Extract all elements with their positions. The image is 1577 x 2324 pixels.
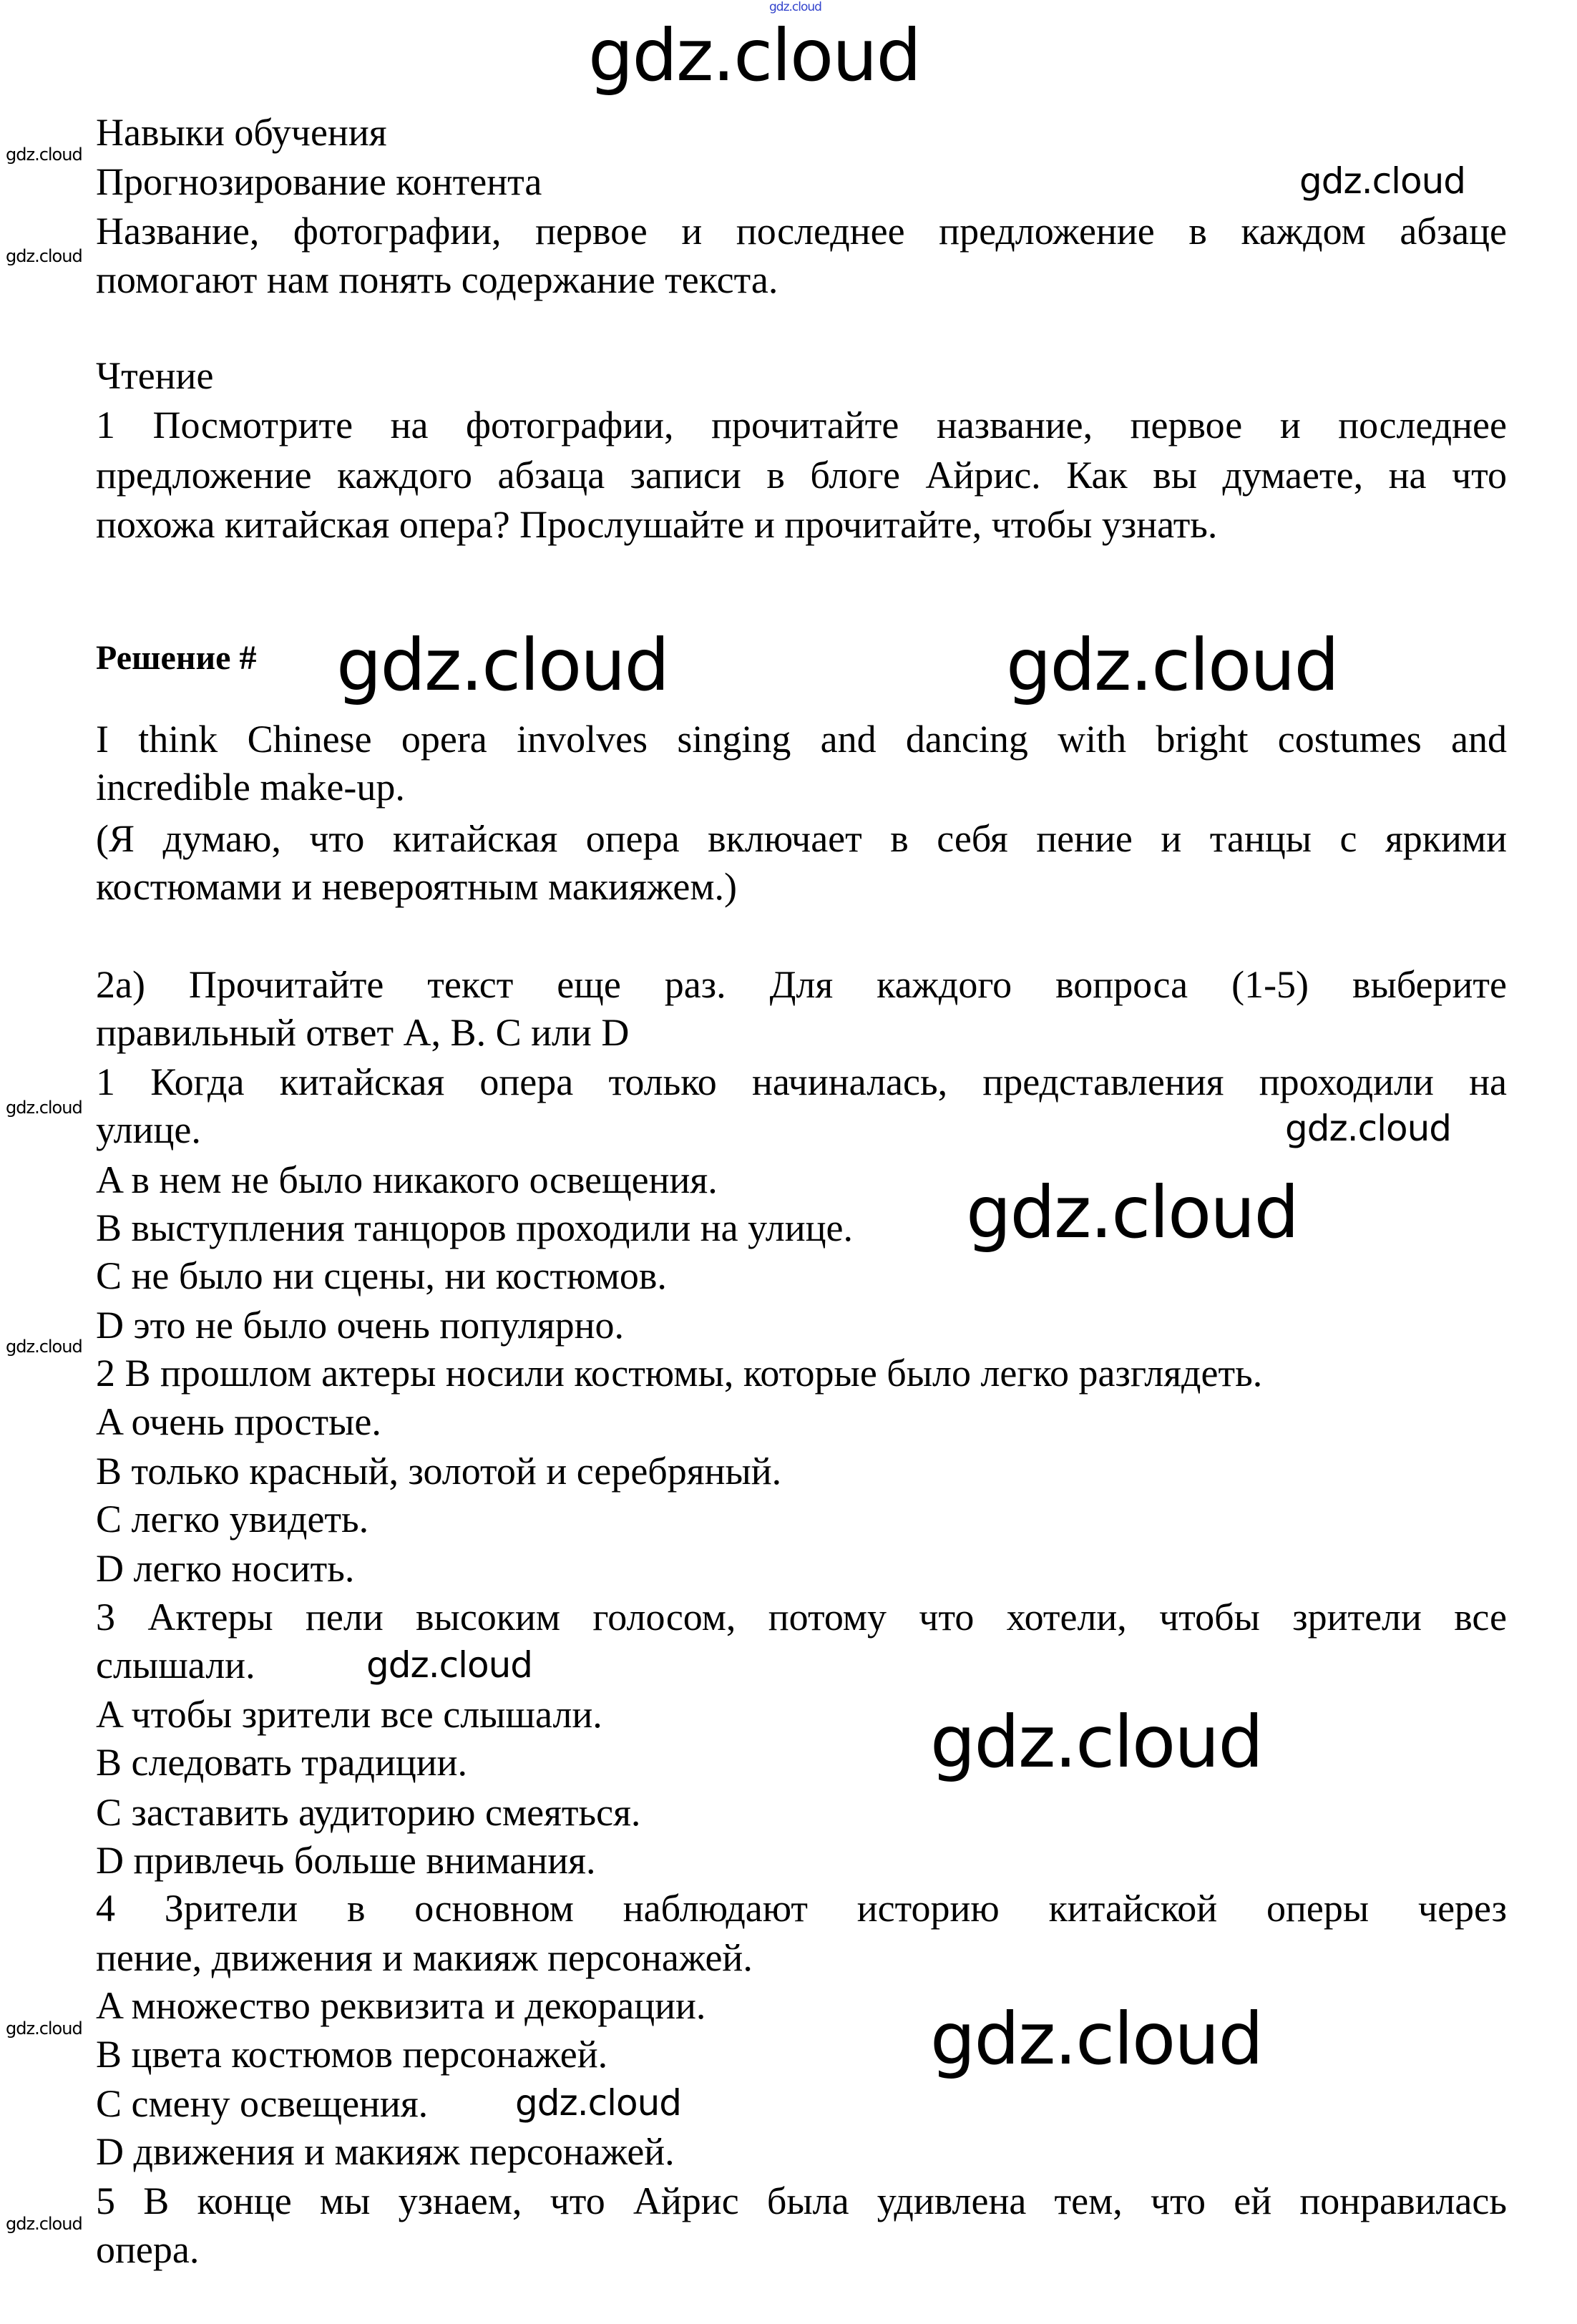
watermark: gdz.cloud [930, 1997, 1263, 2081]
task-text: похожа китайская опера? Прослушайте и прочитайте, чтобы узнать. [96, 503, 1218, 546]
watermark: gdz.cloud [1299, 160, 1466, 202]
question-1: улице. [96, 1108, 201, 1151]
section-heading: Чтение [96, 354, 214, 397]
watermark: gdz.cloud [336, 623, 669, 707]
question-1: 1 Когда китайская опера только начиналась, представления проходили на [96, 1060, 1507, 1103]
task-text: правильный ответ A, B. C или D [96, 1011, 630, 1054]
option: A очень простые. [96, 1400, 381, 1443]
option: B цвета костюмов персонажей. [96, 2033, 608, 2076]
watermark: gdz.cloud [515, 2082, 682, 2124]
question-4: пение, движения и макияж персонажей. [96, 1936, 753, 1979]
option: A в нем не было никакого освещения. [96, 1158, 718, 1201]
watermark: gdz.cloud [966, 1171, 1299, 1254]
watermark: gdz.cloud [6, 1337, 82, 1357]
section-heading: Навыки обучения [96, 111, 387, 154]
question-5: 5 В конце мы узнаем, что Айрис была удивлена тем, что ей понравилась [96, 2179, 1507, 2222]
watermark: gdz.cloud [6, 2214, 82, 2234]
option: B выступления танцоров проходили на улице. [96, 1206, 853, 1249]
option: B следовать традиции. [96, 1741, 468, 1784]
watermark: gdz.cloud [6, 145, 82, 165]
task-text: предложение каждого абзаца записи в блоге Айрис. Как вы думаете, на что [96, 454, 1507, 497]
task-text: 1 Посмотрите на фотографии, прочитайте название, первое и последнее [96, 404, 1507, 446]
question-3: слышали. [96, 1644, 255, 1686]
option: C не было ни сцены, ни костюмов. [96, 1254, 667, 1297]
task-text: 2a) Прочитайте текст еще раз. Для каждого вопроса (1-5) выберите [96, 963, 1507, 1006]
text-line: помогают нам понять содержание текста. [96, 258, 778, 301]
question-5: опера. [96, 2228, 200, 2271]
watermark: gdz.cloud [930, 1700, 1263, 1784]
watermark: gdz.cloud [769, 0, 821, 14]
answer-translation: (Я думаю, что китайская опера включает в себя пение и танцы с яркими [96, 817, 1507, 860]
watermark: gdz.cloud [588, 14, 921, 97]
option: C заставить аудиторию смеяться. [96, 1791, 641, 1834]
option: D привлечь больше внимания. [96, 1839, 596, 1882]
watermark: gdz.cloud [1006, 623, 1339, 707]
option: B только красный, золотой и серебряный. [96, 1450, 782, 1493]
option: A множество реквизита и декорации. [96, 1984, 706, 2027]
answer-text: incredible make-up. [96, 766, 405, 809]
watermark: gdz.cloud [366, 1644, 533, 1686]
question-4: 4 Зрители в основном наблюдают историю китайской оперы через [96, 1887, 1507, 1930]
answer-text: I think Chinese opera involves singing and dancing with bright costumes and [96, 718, 1507, 761]
text-line: Название, фотографии, первое и последнее предложение в каждом абзаце [96, 210, 1507, 253]
option: C легко увидеть. [96, 1498, 369, 1541]
option: D это не было очень популярно. [96, 1304, 624, 1347]
option: D легко носить. [96, 1547, 355, 1590]
solution-heading: Решение # [96, 639, 257, 677]
watermark: gdz.cloud [6, 1098, 82, 1118]
option: A чтобы зрители все слышали. [96, 1693, 602, 1736]
subheading: Прогнозирование контента [96, 160, 542, 203]
option: C смену освещения. [96, 2082, 429, 2125]
question-2: 2 В прошлом актеры носили костюмы, которые было легко разглядеть. [96, 1352, 1263, 1395]
answer-translation: костюмами и невероятным макияжем.) [96, 865, 738, 908]
option: D движения и макияж персонажей. [96, 2130, 675, 2173]
watermark: gdz.cloud [6, 246, 82, 266]
watermark: gdz.cloud [1285, 1108, 1452, 1149]
question-3: 3 Актеры пели высоким голосом, потому что хотели, чтобы зрители все [96, 1596, 1507, 1639]
watermark: gdz.cloud [6, 2018, 82, 2039]
